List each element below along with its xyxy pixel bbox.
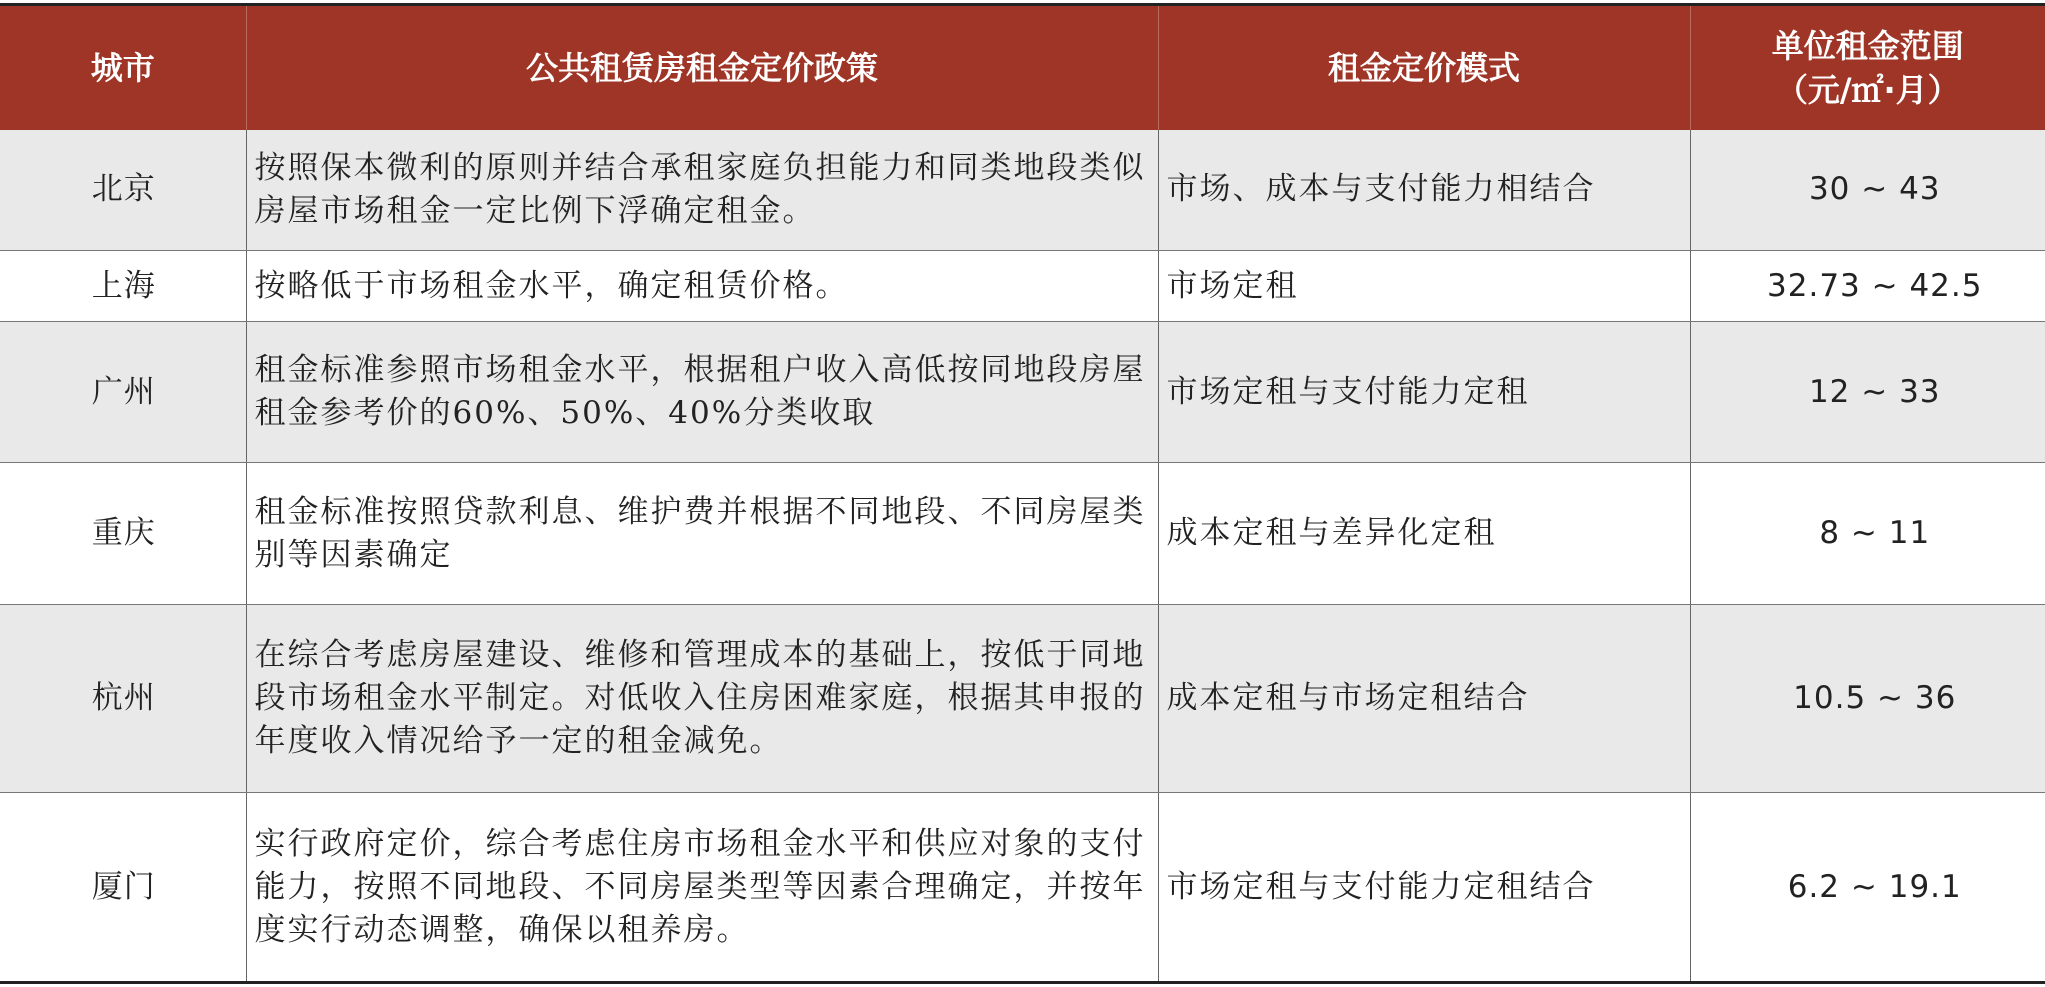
cell-mode: 成本定租与差异化定租: [1158, 463, 1690, 605]
header-row: [0, 5, 2045, 130]
table-row: [0, 322, 2045, 463]
table-row: [0, 130, 2045, 251]
cell-city: 北京: [0, 130, 246, 251]
cell-mode: 市场定租与支付能力定租结合: [1158, 793, 1690, 983]
table-body: [0, 130, 2045, 983]
cell-range: 6.2 ~ 19.1: [1690, 793, 2045, 983]
cell-mode: 市场定租与支付能力定租: [1158, 322, 1690, 463]
cell-policy: 按照保本微利的原则并结合承租家庭负担能力和同类地段类似房屋市场租金一定比例下浮确定租金。: [246, 130, 1158, 251]
cell-range: 32.73 ~ 42.5: [1690, 251, 2045, 322]
table-header: [0, 5, 2045, 130]
cell-range: 30 ~ 43: [1690, 130, 2045, 251]
cell-mode: 成本定租与市场定租结合: [1158, 605, 1690, 793]
cell-range: 12 ~ 33: [1690, 322, 2045, 463]
cell-policy: 在综合考虑房屋建设、维修和管理成本的基础上，按低于同地段市场租金水平制定。对低收入住房困难家庭，根据其申报的年度收入情况给予一定的租金减免。: [246, 605, 1158, 793]
cell-policy: 实行政府定价，综合考虑住房市场租金水平和供应对象的支付能力，按照不同地段、不同房屋类型等因素合理确定，并按年度实行动态调整，确保以租养房。: [246, 793, 1158, 983]
cell-range: 10.5 ~ 36: [1690, 605, 2045, 793]
cell-policy: 租金标准按照贷款利息、维护费并根据不同地段、不同房屋类别等因素确定: [246, 463, 1158, 605]
header-range: [1690, 5, 2045, 130]
cell-range: 8 ~ 11: [1690, 463, 2045, 605]
header-policy: 公共租赁房租金定价政策: [246, 5, 1158, 130]
header-city: 城市: [0, 5, 246, 130]
cell-mode: 市场、成本与支付能力相结合: [1158, 130, 1690, 251]
header-range-line2: （元/㎡·月）: [1775, 70, 1960, 109]
table-row: [0, 463, 2045, 605]
cell-city: 上海: [0, 251, 246, 322]
cell-policy: 按略低于市场租金水平，确定租赁价格。: [246, 251, 1158, 322]
rent-pricing-table: [0, 3, 2045, 984]
cell-mode: 市场定租: [1158, 251, 1690, 322]
cell-city: 杭州: [0, 605, 246, 793]
cell-city: 广州: [0, 322, 246, 463]
cell-city: 重庆: [0, 463, 246, 605]
cell-city: 厦门: [0, 793, 246, 983]
table-row: [0, 251, 2045, 322]
table-row: [0, 793, 2045, 983]
table-row: [0, 605, 2045, 793]
cell-policy: 租金标准参照市场租金水平，根据租户收入高低按同地段房屋租金参考价的60%、50%、40%分类收取: [246, 322, 1158, 463]
header-mode: 租金定价模式: [1158, 5, 1690, 130]
header-range-line1: 单位租金范围: [1771, 26, 1964, 65]
